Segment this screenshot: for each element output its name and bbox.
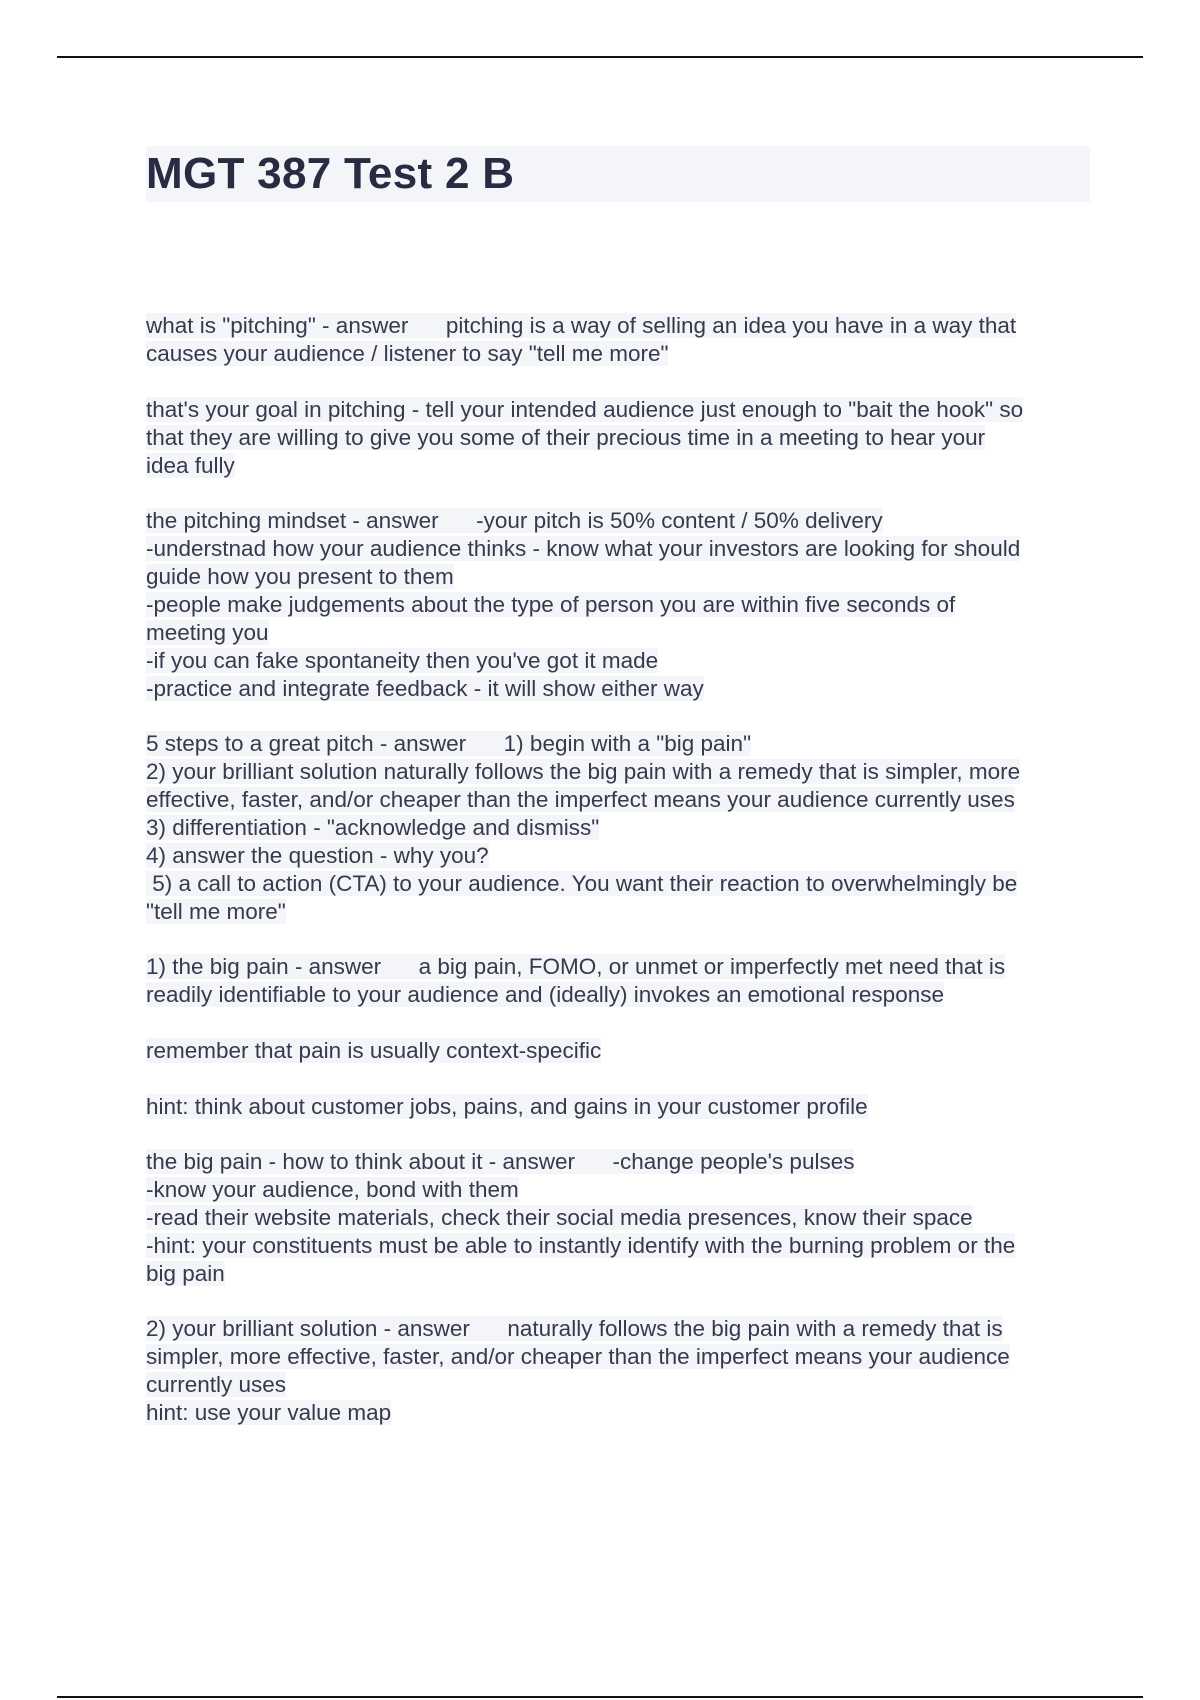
qa-item-q2 — [146, 507, 1090, 703]
text-line — [146, 1260, 1090, 1288]
text-line-content: that they are willing to give you some of their precious time in a meeting to hear your — [146, 425, 986, 450]
text-line — [146, 591, 1090, 619]
text-line-content: what is "pitching" - answer pitching is a way of selling an idea you have in a way that — [146, 313, 1017, 338]
text-line — [146, 842, 1090, 870]
text-line-content: the big pain - how to think about it - answer -change people's pulses — [146, 1149, 855, 1174]
text-line — [146, 424, 1090, 452]
text-line — [146, 507, 1090, 535]
text-line — [146, 870, 1090, 898]
text-line-content: 2) your brilliant solution naturally follows the big pain with a remedy that is simpler, more — [146, 759, 1021, 784]
qa-item-q5 — [146, 1148, 1090, 1288]
text-line-content: -hint: your constituents must be able to instantly identify with the burning problem or the — [146, 1233, 1016, 1258]
text-line-content: causes your audience / listener to say "tell me more" — [146, 341, 669, 366]
text-line-content: 1) the big pain - answer a big pain, FOMO, or unmet or imperfectly met need that is — [146, 954, 1006, 979]
blank-line — [146, 1065, 1090, 1093]
text-line — [146, 1204, 1090, 1232]
text-line-content: "tell me more" — [146, 899, 286, 924]
qa-item-q1 — [146, 312, 1090, 480]
qa-item-q6 — [146, 1315, 1090, 1427]
text-line — [146, 647, 1090, 675]
text-line-content: idea fully — [146, 453, 235, 478]
text-line — [146, 340, 1090, 368]
qa-list — [146, 312, 1090, 1427]
qa-item-q3 — [146, 730, 1090, 926]
text-line — [146, 1371, 1090, 1399]
text-line-content: -if you can fake spontaneity then you've got it made — [146, 648, 659, 673]
text-line — [146, 1315, 1090, 1343]
text-line-content: -know your audience, bond with them — [146, 1177, 519, 1202]
text-line-content: guide how you present to them — [146, 564, 454, 589]
text-line — [146, 535, 1090, 563]
text-line-content: effective, faster, and/or cheaper than the imperfect means your audience currently uses — [146, 787, 1015, 812]
top-rule — [57, 56, 1143, 58]
blank-line — [146, 368, 1090, 396]
bottom-rule — [57, 1696, 1143, 1698]
text-line — [146, 396, 1090, 424]
title-band — [146, 146, 1090, 202]
text-line — [146, 981, 1090, 1009]
text-line — [146, 312, 1090, 340]
text-line-content: 3) differentiation - "acknowledge and dismiss" — [146, 815, 600, 840]
text-line-content: -understnad how your audience thinks - know what your investors are looking for should — [146, 536, 1021, 561]
text-line-content: remember that pain is usually context-specific — [146, 1038, 602, 1063]
text-line-content: -people make judgements about the type of person you are within five seconds of — [146, 592, 956, 617]
document-title: MGT 387 Test 2 B — [146, 149, 515, 198]
text-line — [146, 1037, 1090, 1065]
text-line-content: currently uses — [146, 1372, 287, 1397]
text-line — [146, 1399, 1090, 1427]
text-line — [146, 730, 1090, 758]
text-line-content: the pitching mindset - answer -your pitch is 50% content / 50% delivery — [146, 508, 883, 533]
document-body — [146, 146, 1090, 1454]
text-line — [146, 1093, 1090, 1121]
text-line — [146, 619, 1090, 647]
text-line — [146, 1176, 1090, 1204]
text-line — [146, 563, 1090, 591]
text-line-content: readily identifiable to your audience and (ideally) invokes an emotional response — [146, 982, 944, 1007]
text-line-content: 2) your brilliant solution - answer naturally follows the big pain with a remedy that is — [146, 1316, 1003, 1341]
text-line-content: 5 steps to a great pitch - answer 1) begin with a "big pain" — [146, 731, 752, 756]
text-line — [146, 1343, 1090, 1371]
text-line-content: -read their website materials, check their social media presences, know their space — [146, 1205, 973, 1230]
text-line-content: meeting you — [146, 620, 269, 645]
blank-line — [146, 1009, 1090, 1037]
text-line-content: simpler, more effective, faster, and/or cheaper than the imperfect means your audience — [146, 1344, 1010, 1369]
qa-item-q4 — [146, 953, 1090, 1121]
text-line-content: 4) answer the question - why you? — [146, 843, 489, 868]
text-line — [146, 953, 1090, 981]
text-line — [146, 814, 1090, 842]
text-line — [146, 452, 1090, 480]
text-line — [146, 758, 1090, 786]
text-line-content: big pain — [146, 1261, 225, 1286]
text-line — [146, 675, 1090, 703]
text-line — [146, 1232, 1090, 1260]
text-line-content: that's your goal in pitching - tell your intended audience just enough to "bait the hook" so — [146, 397, 1024, 422]
text-line — [146, 1148, 1090, 1176]
text-line-content: hint: think about customer jobs, pains, and gains in your customer profile — [146, 1094, 868, 1119]
text-line-content: -practice and integrate feedback - it will show either way — [146, 676, 704, 701]
text-line-content: 5) a call to action (CTA) to your audience. You want their reaction to overwhelmingly be — [146, 871, 1018, 896]
text-line — [146, 898, 1090, 926]
text-line-content: hint: use your value map — [146, 1400, 392, 1425]
text-line — [146, 786, 1090, 814]
